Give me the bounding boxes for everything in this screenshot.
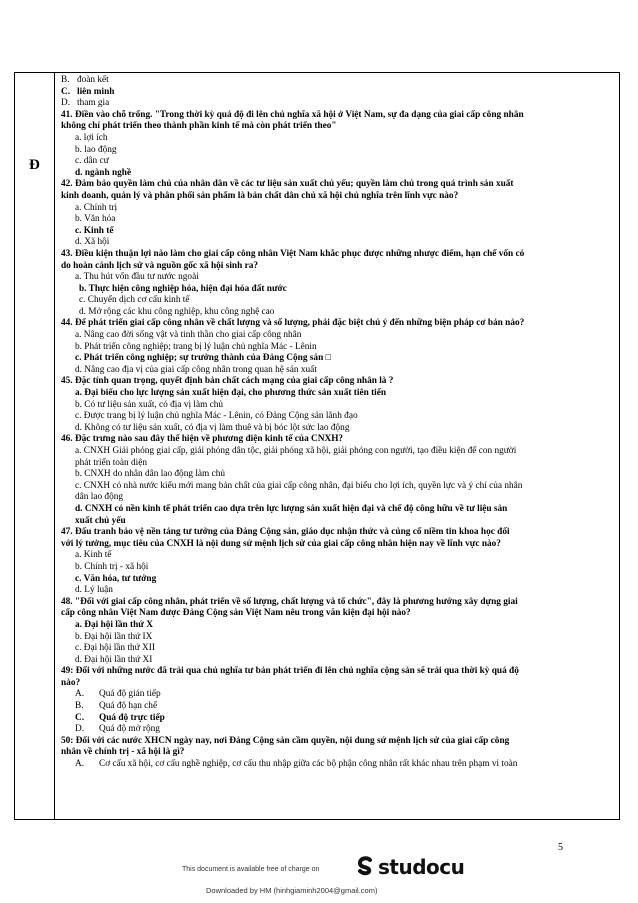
answer-option [61,423,617,435]
answer-option [61,492,617,504]
left-column-letter: Đ [29,157,40,173]
line-text: đoàn kết [77,75,109,85]
line-text: b. lao động [75,144,117,155]
left-column [15,73,55,819]
question-table [14,72,620,820]
answer-option [61,411,617,423]
question-line [61,318,617,330]
line-text: b. Có tư liệu sản xuất, có địa vị làm chủ [75,399,224,410]
answer-option [61,203,617,215]
studocu-brand: studocu [378,855,465,879]
line-text: c. Chuyển dịch cơ cấu kinh tế [79,295,190,306]
line-text: dân lao động [75,492,124,503]
line-text: 47. Đấu tranh bảo vệ nền tảng tư tưởng của Đảng Cộng sản, giáo dục nhận thức và củng cố niềm tin khoa học đối [61,527,510,538]
answer-option [61,353,617,365]
answer-option [61,226,617,238]
line-text: không chỉ phát triển theo thành phần kinh tế mà còn phát triển theo" [61,121,337,132]
answer-option [61,75,617,87]
answer-option [61,145,617,157]
answer-option [61,562,617,574]
answer-option [61,446,617,458]
answer-option [61,689,617,701]
line-text: b. CNXH do nhân dân lao động làm chủ [75,469,226,480]
question-line [61,261,617,273]
line-text: nhân về chính trị - xã hội là gì? [61,747,185,758]
studocu-logo[interactable] [356,855,464,879]
answer-option [61,272,617,284]
answer-option [61,574,617,586]
line-text: 44. Để phát triển giai cấp công nhân về chất lượng và số lượng, phải đặc biệt chú ý đến những biện pháp cơ bản nào? [61,318,525,329]
answer-option [61,724,617,736]
line-text: b. Phát triển công nghiệp; trang bị lý luận chủ nghĩa Mác - Lênin [75,341,317,352]
answer-option [61,713,617,725]
answer-option [61,307,617,319]
question-line [61,736,617,748]
line-text: b. Chính trị - xã hội [75,561,149,572]
line-text: d. CNXH có nền kinh tế phát triển cao dựa trên lực lượng sản xuất hiện đại và chế độ công hữu về tư liệu sản [75,503,508,514]
line-text: Cơ cấu xã hội, cơ cấu nghề nghiệp, cơ cấu thu nhập giữa các bộ phận công nhân rất khác nhau trên phạm vi toàn [99,759,518,770]
answer-option [61,365,617,377]
line-text: b. Đại hội lần thứ IX [75,631,153,642]
answer-option [61,87,617,99]
line-text: a. Đại biểu cho lực lượng sản xuất hiện đại, cho phương thức sản xuất tiên tiến [75,388,387,399]
question-line [61,527,617,539]
option-letter: A. [75,759,85,770]
line-text: liên minh [77,86,115,97]
line-text: tham gia [77,98,110,109]
answer-option [61,550,617,562]
line-text: c. Được trang bị lý luận chủ nghĩa Mác - Lênin, có Đảng Cộng sản lãnh đạo [75,411,358,422]
answer-option [61,632,617,644]
answer-option [61,759,617,771]
question-line [61,179,617,191]
question-line [61,539,617,551]
answer-option [61,655,617,667]
line-text: a. Nâng cao đời sống vật và tinh thần cho giai cấp công nhân [75,330,302,341]
line-text: Quá độ mở rộng [99,724,160,735]
answer-option [61,400,617,412]
line-text: d. Không có tư liệu sản xuất, có địa vị làm thuê và bị bóc lột sức lao động [75,422,350,433]
line-text: 46. Đặc trưng nào sau đây thể hiện về phương diện kinh tế của CNXH? [61,434,344,445]
answer-option [61,516,617,528]
line-text: 49: Đối với những nước đã trải qua chủ nghĩa tư bản phát triển đi lên chủ nghĩa cộng sản sẽ trải qua thời kỳ quá độ [61,666,519,677]
answer-option [61,504,617,516]
answer-option [61,168,617,180]
footer-available-text: This document is available free of charge on [182,866,320,873]
question-line [61,597,617,609]
line-text: do hoàn cảnh lịch sử và nguồn gốc xã hội sinh ra? [61,260,258,271]
line-text: a. Chính trị [75,202,118,213]
line-text: a. lợi ích [75,132,108,143]
question-line [61,191,617,203]
page-number: 5 [558,842,563,853]
downloaded-by-text: Downloaded by HM (hinhgiaminh2004@gmail.com) [206,886,378,895]
line-text: xuất chủ yếu [75,515,126,526]
answer-option [61,98,617,110]
line-text: Quá độ trực tiếp [99,712,165,723]
line-text: cấp công nhân Việt Nam được Đảng Cộng sản Việt Nam nêu trong văn kiện đại hội nào? [61,608,411,619]
answer-option [61,237,617,249]
line-text: d. Xã hội [75,237,110,248]
question-content [61,75,617,771]
answer-option [61,701,617,713]
line-text: c. dân cư [75,156,109,167]
line-text: 48. "Đối với giai cấp công nhân, phát triển về số lượng, chất lượng và tổ chức", đây là phương hướng xây dựng giai [61,596,518,607]
answer-option [61,342,617,354]
line-text: 43. Điều kiện thuận lợi nào làm cho giai cấp công nhân Việt Nam khắc phục được những nhược điểm, hạn chế vốn có [61,248,525,259]
option-letter: D. [75,724,85,735]
line-text: a. Đại hội lần thứ X [75,619,153,630]
line-text: c. CNXH có nhà nước kiểu mới mang bản chất của giai cấp công nhân, đại biểu cho lợi ích, quyền lực và ý chí của nhân [75,480,523,491]
answer-option [61,330,617,342]
answer-option [61,295,617,307]
answer-option [61,284,617,296]
question-line [61,121,617,133]
question-line [61,666,617,678]
answer-option [61,214,617,226]
line-text: d. Đại hội lần thứ XI [75,654,153,665]
line-text: c. Phát triển công nghiệp; sự trưởng thành của Đảng Cộng sản □ [75,353,332,364]
answer-option [61,133,617,145]
line-text: d. ngành nghề [75,167,132,178]
line-text: Quá độ hạn chế [99,701,158,712]
option-letter: A. [75,689,85,700]
line-text: 42. Đảm bảo quyền làm chủ của nhân dân về các tư liệu sản xuất chủ yếu; quyền làm chủ trong quá trình sản xuất [61,179,514,190]
option-letter: B. [61,75,70,85]
question-line [61,678,617,690]
studocu-logo-icon [356,856,376,878]
line-text: phát triển toàn diện [75,457,148,468]
line-text: với lý tưởng, mục tiêu của CNXH là nội dung sứ mệnh lịch sử của giai cấp công nhân hiện nay về lĩnh vực nào? [61,538,501,549]
answer-option [61,620,617,632]
line-text: c. Kinh tế [75,225,114,236]
line-text: a. CNXH Giải phóng giai cấp, giải phóng dân tộc, giải phóng xã hội, giải phóng con người, tạo điều kiện để con người [75,446,517,456]
line-text: Quá độ gián tiếp [99,689,161,700]
line-text: nào? [61,677,81,688]
line-text: c. Đại hội lần thứ XII [75,643,155,654]
line-text: 41. Điền vào chỗ trống. "Trong thời kỳ quá độ đi lên chủ nghĩa xã hội ở Việt Nam, sự đa dạng của giai cấp công nhân [61,109,524,120]
line-text: kinh doanh, quản lý và phân phối sản phẩm là bản chất dân chủ xã hội chủ nghĩa trên lĩnh vực nào? [61,190,459,201]
question-line [61,434,617,446]
question-line [61,376,617,388]
answer-option [61,469,617,481]
line-text: d. Lý luận [75,585,113,596]
question-line [61,608,617,620]
answer-option [61,388,617,400]
line-text: 50: Đối với các nước XHCN ngày nay, nơi Đảng Cộng sản cầm quyền, nội dung sứ mệnh lịch sử của giai cấp công [61,735,510,746]
question-line [61,249,617,261]
line-text: b. Thực hiện công nghiệp hóa, hiện đại hóa đất nước [79,283,287,294]
option-letter: C. [61,86,71,97]
line-text: 45. Đặc tính quan trọng, quyết định bản chất cách mạng của giai cấp công nhân là ? [61,376,394,387]
question-line [61,110,617,122]
line-text: c. Văn hóa, tư tưởng [75,573,157,584]
line-text: d. Mở rộng các khu công nghiệp, khu công nghệ cao [79,306,275,317]
option-letter: D. [61,98,71,109]
option-letter: B. [75,701,84,712]
answer-option [61,643,617,655]
line-text: a. Kinh tế [75,550,112,561]
option-letter: C. [75,712,85,723]
answer-option [61,585,617,597]
answer-option [61,481,617,493]
answer-option [61,458,617,470]
line-text: a. Thu hút vốn đầu tư nước ngoài [75,272,199,283]
line-text: b. Văn hóa [75,214,116,225]
line-text: d. Nâng cao địa vị của giai cấp công nhân trong quan hệ sản xuất [75,364,317,375]
question-line [61,747,617,759]
answer-option [61,156,617,168]
